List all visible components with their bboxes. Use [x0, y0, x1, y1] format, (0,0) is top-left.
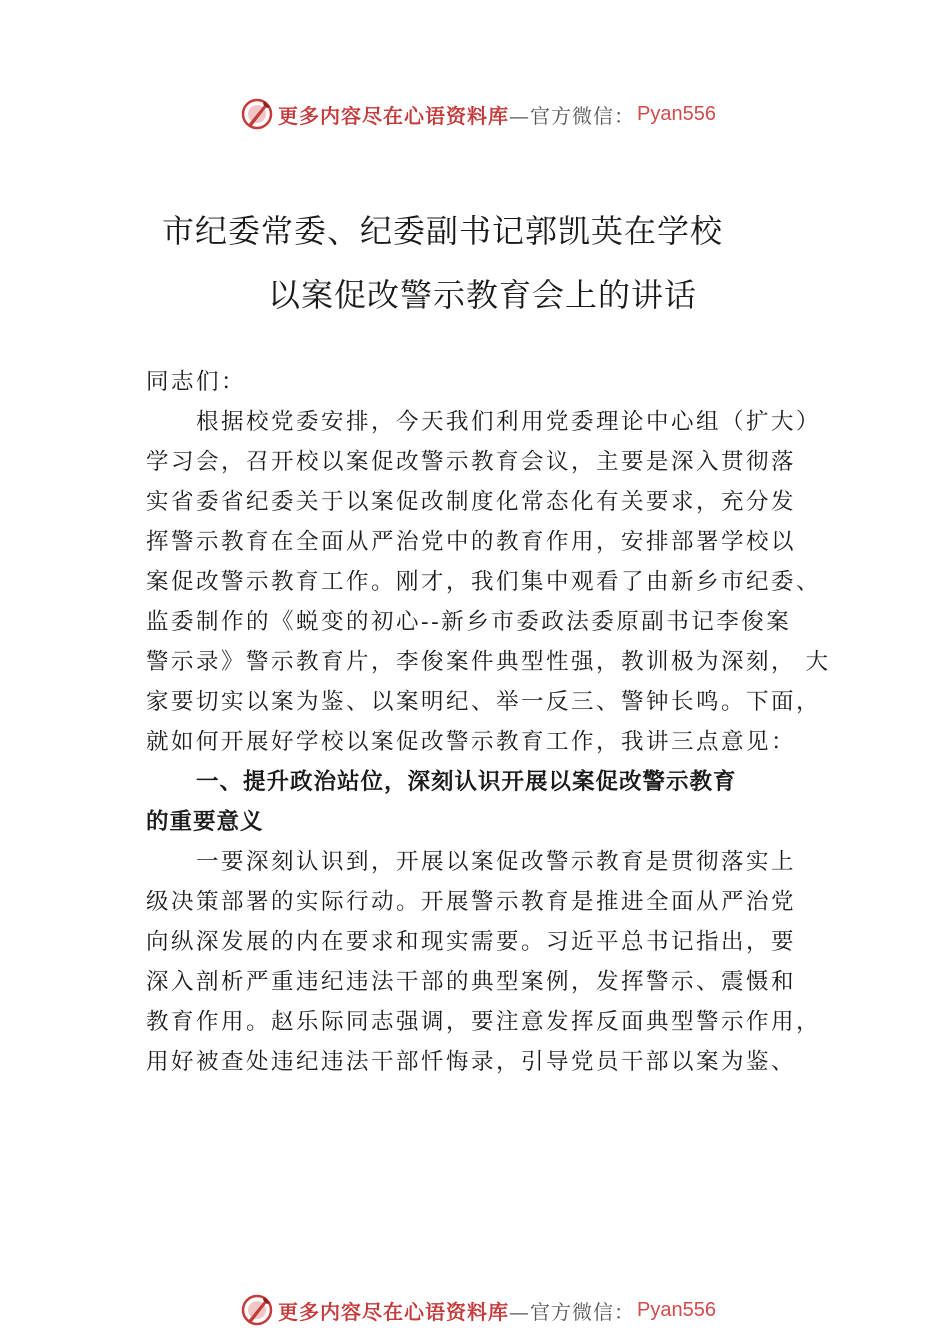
paragraph-line: 学习会，召开校以案促改警示教育会议，主要是深入贯彻落 [146, 449, 797, 475]
salutation: 同志们： [146, 369, 247, 395]
watermark-wechat-id: Pyan556 [637, 1298, 716, 1321]
paragraph-line: 就如何开展好学校以案促改警示教育工作，我讲三点意见： [146, 729, 797, 755]
paragraph-line: 用好被查处违纪违法干部忏悔录，引导党员干部以案为鉴、 [146, 1049, 797, 1075]
watermark-brand-text: 更多内容尽在心语资料库 [278, 103, 509, 128]
paragraph-line: 警示录》警示教育片，李俊案件典型性强，教训极为深刻， 大 [146, 649, 831, 675]
paragraph-line: 监委制作的《蜕变的初心--新乡市委政法委原副书记李俊案 [146, 609, 792, 635]
paragraph-line: 一要深刻认识到，开展以案促改警示教育是贯彻落实上 [196, 849, 797, 875]
paragraph-line: 深入剖析严重违纪违法干部的典型案例，发挥警示、震慑和 [146, 969, 797, 995]
paragraph-line: 家要切实以案为鉴、以案明纪、举一反三、警钟长鸣。下面， [146, 689, 822, 715]
document-title-line-1: 市纪委常委、纪委副书记郭凯英在学校 [162, 212, 724, 250]
quill-seal-icon [240, 97, 274, 131]
paragraph-line: 实省委省纪委关于以案促改制度化常态化有关要求，充分发 [146, 489, 797, 515]
section-heading-line: 一、提升政治站位，深刻认识开展以案促改警示教育 [196, 769, 737, 795]
watermark-separator: —官方微信： [509, 1299, 635, 1324]
watermark-banner-top [240, 94, 716, 134]
paragraph-line: 根据校党委安排，今天我们利用党委理论中心组（扩大） [196, 409, 822, 435]
quill-seal-icon [240, 1293, 274, 1327]
paragraph-line: 教育作用。赵乐际同志强调，要注意发挥反面典型警示作用， [146, 1009, 822, 1035]
section-heading-line: 的重要意义 [146, 809, 264, 835]
watermark-banner-bottom [240, 1290, 716, 1330]
watermark-separator: —官方微信： [509, 103, 635, 128]
watermark-brand-text: 更多内容尽在心语资料库 [278, 1299, 509, 1324]
document-title-line-2: 以案促改警示教育会上的讲话 [268, 276, 698, 314]
paragraph-line: 级决策部署的实际行动。开展警示教育是推进全面从严治党 [146, 889, 797, 915]
document-body [146, 362, 831, 1082]
paragraph-line: 挥警示教育在全面从严治党中的教育作用，安排部署学校以 [146, 529, 797, 555]
paragraph-line: 向纵深发展的内在要求和现实需要。习近平总书记指出，要 [146, 929, 797, 955]
watermark-wechat-id: Pyan556 [637, 102, 716, 125]
paragraph-line: 案促改警示教育工作。刚才，我们集中观看了由新乡市纪委、 [146, 569, 822, 595]
